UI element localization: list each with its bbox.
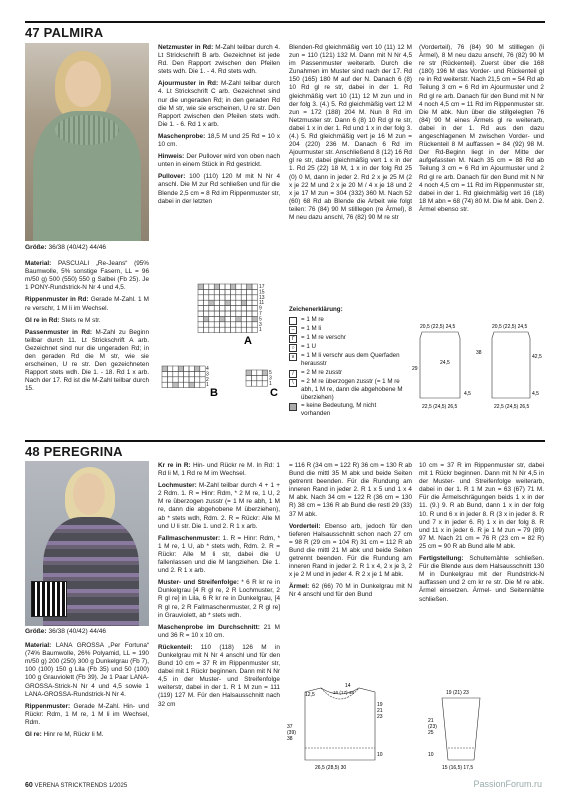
chart-cell <box>203 311 208 316</box>
chart-cell <box>220 311 225 316</box>
svg-text:(23): (23) <box>428 724 437 730</box>
svg-text:4,5: 4,5 <box>464 391 471 397</box>
chart-cell <box>214 316 219 321</box>
chart-row-number: 5 <box>259 316 262 323</box>
legend-title: Zeichenerklärung: <box>289 306 343 313</box>
chart-cell <box>198 300 203 305</box>
chart-cell <box>220 327 225 332</box>
chart-cell <box>262 381 267 386</box>
section-48-col2: Kr re in R: Hin- und Rückr re M. In Rd: 1 Rd li M, 1 Rd re M im Wechsel. Lochmuster: M-Zahl teilbar durch 4 + 1 + 2 Rdm. 1. R = Hinr: Rdm, * 2 M re, 1 U, 2 M re überzogen zusstr (= 1 M re abh, 1 M re, dann die abgehobene M überziehen), ab * stets wdh, Rdm. 2. R = Rückr: Alle M und U li str. Die 1. und 2. R 1 x arb. Fallmaschenmuster: 1. R = Hinr: Rdm, * 1 M re, 1 U, ab * stets wdh, Rdm. 2. R = Rückr: Alle M li str, dabei die U fallenlassen und die M langziehen. Die 1. und 2. R 1 x arb. Muster- und Streifenfolge: * 6 R kr re in Dunkelgrau [4 R gl re, 2 R Lochmuster, 2 R gl re] in Lila, 6 R kr re in Dunkelgrau, [4 R gl re, 2 R Fallmaschenmuster, 2 R gl re] in Grauviolett, ab * stets wdh. Maschenprobe im Durchschnitt: 21 M und 36 R = 10 x 10 cm. Rückenteil: 110 (118) 126 M in Dunkelgrau mit N Nr 4 anschl und für den Bund 10 cm = 37 R im Rippenmuster str, dabei mit 1 Rückr beginnen. Dann mit N Nr 4,5 in der Muster- und Streifenfolge weiterstr, dabei in der 1. R 1 M zun = 111 (119) 127 M. Für den Halsausschnitt nach 32 cm <box>158 462 281 708</box>
chart-cell <box>236 289 241 294</box>
model-photo-palmira <box>25 43 149 241</box>
chart-cell <box>252 295 257 300</box>
chart-cell <box>252 316 257 321</box>
legend-item: / = 2 M re zusstr <box>289 369 407 378</box>
chart-cell <box>189 377 194 382</box>
section-48-col3: = 116 R (34 cm = 122 R) 36 cm = 130 R ab Bund die mittl 35 M abk und beide Seiten getrennt beenden. Für die Rundung am inneren Rand in jeder 2. R 1 x 5 und 1 x 4 M abk. Nach 34 cm = 122 R (36 cm = 130 R) 38 cm = 136 R ab Bund die restl 29 (33) 37 M abk. Vorderteil: Ebenso arb, jedoch für den tieferen Halsausschnitt schon nach 27 cm = 98 R (29 cm = 104 R) 31 cm = 112 R ab Bund die mittl 21 M abk und beide Seiten getrennt beenden. Für die Rundung am inneren Rand in jeder 2. R 1 x 4, 2 x je 3, 2 x je 2 M und in jeder 4. R 2 x je 1 M abk. Ärmel: 62 (66) 70 M in Dunkelgrau mit N Nr 4 anschl und für den Bund <box>289 462 413 599</box>
chart-cell <box>214 295 219 300</box>
chart-cell <box>220 300 225 305</box>
chart-cell <box>162 377 167 382</box>
svg-text:20,5 (22,5) 24,5: 20,5 (22,5) 24,5 <box>420 324 456 330</box>
legend-item: \ = 2 M re überzogen zusstr (= 1 M re abh, 1 M re, dann die abgehobene M überziehen) <box>289 378 407 403</box>
footer: 60 VERENA STRICKTRENDS 1/2025 <box>25 782 128 789</box>
svg-text:19 (21) 23: 19 (21) 23 <box>446 690 469 696</box>
svg-text:42,5: 42,5 <box>532 354 542 360</box>
chart-cell <box>214 327 219 332</box>
chart-cell <box>252 284 257 289</box>
legend-item: ○ = 1 U <box>289 343 407 352</box>
chart-cell <box>220 306 225 311</box>
chart-cell <box>252 327 257 332</box>
chart-cell <box>257 375 262 380</box>
chart-cell <box>194 377 199 382</box>
chart-cell <box>251 381 256 386</box>
chart-cell <box>241 284 246 289</box>
chart-cell <box>200 382 205 387</box>
chart-cell <box>198 316 203 321</box>
chart-cell <box>220 289 225 294</box>
chart-cell <box>247 289 252 294</box>
chart-cell <box>209 295 214 300</box>
chart-c-label: C <box>270 387 278 399</box>
chart-cell <box>214 289 219 294</box>
chart-a-grid <box>198 284 257 333</box>
svg-text:(39): (39) <box>287 730 296 736</box>
chart-cell <box>178 366 183 371</box>
chart-cell <box>203 322 208 327</box>
chart-cell <box>241 316 246 321</box>
chart-cell <box>198 322 203 327</box>
chart-b-grid <box>162 366 205 388</box>
chart-cell <box>225 306 230 311</box>
chart-cell <box>241 289 246 294</box>
chart-cell <box>236 295 241 300</box>
chart-cell <box>209 289 214 294</box>
legend-item: = keine Bedeutung, M nicht vorhanden <box>289 402 407 418</box>
svg-text:10: 10 <box>428 752 434 758</box>
chart-cell <box>241 327 246 332</box>
chart-cell <box>214 306 219 311</box>
chart-cell <box>209 311 214 316</box>
chart-cell <box>246 375 251 380</box>
chart-cell <box>225 327 230 332</box>
svg-text:38: 38 <box>476 350 482 356</box>
chart-cell <box>200 366 205 371</box>
legend-item: – = 1 M li <box>289 325 407 334</box>
chart-cell <box>236 311 241 316</box>
chart-cell <box>236 300 241 305</box>
chart-cell <box>184 371 189 376</box>
legend-item: = 1 M re <box>289 316 407 325</box>
model-photo-peregrina <box>25 461 149 626</box>
chart-cell <box>178 371 183 376</box>
legend <box>289 306 407 419</box>
chart-cell <box>198 327 203 332</box>
chart-cell <box>230 311 235 316</box>
chart-cell <box>241 311 246 316</box>
chart-cell <box>220 284 225 289</box>
chart-cell <box>203 295 208 300</box>
chart-cell <box>198 295 203 300</box>
chart-cell <box>162 382 167 387</box>
chart-cell <box>241 295 246 300</box>
chart-cell <box>230 289 235 294</box>
chart-row-number: 7 <box>259 311 262 317</box>
svg-text:26,5 (28,5) 30: 26,5 (28,5) 30 <box>315 765 347 771</box>
section-47-col4: (Vorderteil), 76 (84) 90 M stilllegen (li Ärmel), 8 M neu dazu anschl, 76 (82) 90 M re str (Rückenteil). Zuerst über die 168 (180) 196 M das Vorder- und Rückenteil gl re in Rd weiterstr. Nach 21,5 cm = 54 Rd ab Teilung 3 cm = 6 Rd im Ajourmuster und 2 Rd gl re arb. Danach für den Bund mit N Nr 4 noch 4,5 cm = 11 Rd im Rippenmuster str. Die M abk. Nun über die stillgelegten 76 (84) 90 M eines Ärmels gl re weiterarb, dabei in der 1. Rd aus den dazu angeschlagenen M zwischen Vorder- und Rückenteil 8 M auffassen = 84 (92) 98 M. Der Rd-Beginn liegt in der Mitte der aufgefassten M. Nach 35 cm = 88 Rd ab Teilung 3 cm = 6 Rd im Ajourmuster und 2 Rd gl re arb. Danach für den Bund mit N Nr 4 noch 4,5 cm = 11 Rd im Rippenmuster str, dabei in der 1. Rd gleichmäßig vert 16 (18) 18 M abn = 68 (74) 80 M. Die M abk. Den 2. Ärmel ebenso str. <box>419 44 544 213</box>
chart-cell <box>214 300 219 305</box>
chart-cell <box>194 366 199 371</box>
schematic-48-sleeve <box>420 682 545 772</box>
chart-cell <box>236 284 241 289</box>
chart-cell <box>209 316 214 321</box>
chart-cell <box>189 366 194 371</box>
chart-cell <box>203 284 208 289</box>
chart-cell <box>200 371 205 376</box>
chart-cell <box>184 366 189 371</box>
chart-row-number: 3 <box>259 321 262 328</box>
chart-cell <box>230 306 235 311</box>
chart-cell <box>225 316 230 321</box>
chart-cell <box>247 327 252 332</box>
chart-cell <box>178 382 183 387</box>
svg-text:23: 23 <box>377 714 383 720</box>
chart-cell <box>214 311 219 316</box>
schematic-47 <box>412 318 547 418</box>
chart-cell <box>225 322 230 327</box>
svg-text:20,5 (22,5) 24,5: 20,5 (22,5) 24,5 <box>492 324 528 330</box>
chart-cell <box>189 382 194 387</box>
chart-cell <box>209 306 214 311</box>
chart-cell <box>167 366 172 371</box>
svg-text:29: 29 <box>412 366 418 372</box>
chart-cell <box>252 311 257 316</box>
chart-row-number: 1 <box>259 327 262 334</box>
chart-cell <box>247 322 252 327</box>
chart-row-number: 11 <box>259 300 265 307</box>
chart-cell <box>230 327 235 332</box>
chart-cell <box>198 311 203 316</box>
chart-cell <box>209 284 214 289</box>
svg-text:22,5 (24,5) 26,5: 22,5 (24,5) 26,5 <box>494 404 530 410</box>
chart-cell <box>203 306 208 311</box>
chart-cell <box>214 322 219 327</box>
chart-cell <box>225 300 230 305</box>
chart-cell <box>225 295 230 300</box>
chart-cell <box>167 371 172 376</box>
legend-item: ∨ = 1 M li verschr aus dem Querfaden herausstr <box>289 352 407 368</box>
section-48-col4: 10 cm = 37 R im Rippenmuster str, dabei mit 1 Rückr beginnen. Dann mit N Nr 4,5 in der Muster- und Streifenfolge weiterarb, dabei in der 1. R 1 M zun = 63 (67) 71 M. Für die Ärmelschrägungen beids 1 x in der 11. (9.) 9. R ab Bund, dann 1 x in der folg 10. R und 6 x in jeder 8. R (3 x in jeder 8. R und 7 x in jeder 6. R) 1 x in der folg 8. R und 11 x in jeder 6. R je 1 M zun = 79 (89) 97 M. Nach 21 cm = 76 R (23 cm = 82 R) 25 cm = 90 R ab Bund alle M abk. Fertigstellung: Schulternähte schließen. Für die Blende aus dem Halsausschnitt 130 M in Dunkelgrau mit der Rundstrick-N auffassen und 2 cm kr re str. Die M re abk. Ärmel einsetzen. Ärmel- und Seitennähte schließen. <box>419 462 545 603</box>
section-47-header: 47 PALMIRA <box>25 21 545 41</box>
chart-cell <box>173 366 178 371</box>
chart-row-number: 9 <box>259 305 262 312</box>
chart-cell <box>209 327 214 332</box>
chart-cell <box>252 322 257 327</box>
svg-text:4,5: 4,5 <box>532 391 539 397</box>
chart-cell <box>230 295 235 300</box>
chart-cell <box>241 306 246 311</box>
chart-cell <box>173 371 178 376</box>
chart-cell <box>203 289 208 294</box>
chart-cell <box>247 306 252 311</box>
chart-cell <box>198 284 203 289</box>
chart-cell <box>247 316 252 321</box>
chart-cell <box>252 289 257 294</box>
chart-cell <box>236 327 241 332</box>
chart-row-number: 1 <box>269 380 272 387</box>
svg-text:14: 14 <box>345 683 351 689</box>
chart-cell <box>167 382 172 387</box>
svg-text:10: 10 <box>377 752 383 758</box>
chart-cell <box>247 295 252 300</box>
section-47-col3: Blenden-Rd gleichmäßig vert 10 (11) 12 M zun = 110 (121) 132 M. Dann mit N Nr 4,5 im Passenmuster weiterarb. Durch die Zunahmen im Muster sind nach der 17. Rd 150 (165) 180 M auf der N. Danach 6 (8) 10 Rd gl re str, dabei in der 1. Rd gleichmäßig vert 10 (11) 12 M zun und in der folg 3. (4.) 5. Rd gleichmäßig vert 12 M zun = 172 (188) 204 M. Nun 8 Rd im Netzmuster str. Dann 6 (8) 10 Rd gl re str, dabei 1 x in der 1. Rd und 1 x in der folg 3. (4.) 5. Rd gleichmäßig vert je 16 M zun = 204 (220) 236 M. Danach 6 Rd im Ajourmuster str. Anschließend 8 (12) 16 Rd gl re str, dabei gleichmäßig vert 1 x in der 1. Rd 25 (22) 18 M, 1 x in der folg Rd 25 (0) 0 M, dann in jeder 2. Rd 2 x je 25 M (2 x je 22 M und 2 x je 20 M / 4 x je 18 und 2 x je 17 M zun = 304 (332) 360 M. Nach 52 (60) 68 Rd ab Blende die Arbeit wie folgt teilen: 76 (84) 90 M stilllegen (re Ärmel), 8 M neu dazu anschl, 76 (82) 90 M re str <box>289 44 412 221</box>
chart-cell <box>241 322 246 327</box>
chart-c-grid <box>246 370 268 386</box>
chart-cell <box>203 300 208 305</box>
schematic-48-body <box>285 682 415 772</box>
chart-cell <box>214 284 219 289</box>
watermark: PassionForum.ru <box>473 779 542 789</box>
chart-cell <box>220 295 225 300</box>
chart-cell <box>220 322 225 327</box>
chart-cell <box>225 284 230 289</box>
chart-cell <box>236 322 241 327</box>
chart-cell <box>189 371 194 376</box>
chart-cell <box>262 370 267 375</box>
chart-a-label: A <box>244 335 252 347</box>
legend-item: ᒥ = 1 M re verschr <box>289 334 407 343</box>
svg-text:19: 19 <box>377 702 383 708</box>
chart-cell <box>247 311 252 316</box>
chart-cell <box>167 377 172 382</box>
chart-row-number: 5 <box>269 370 272 376</box>
svg-text:12,5: 12,5 <box>305 692 315 698</box>
chart-row-number: 15 <box>259 289 265 296</box>
chart-cell <box>173 382 178 387</box>
chart-cell <box>251 370 256 375</box>
chart-row-number: 1 <box>206 382 209 389</box>
chart-cell <box>247 300 252 305</box>
chart-cell <box>252 300 257 305</box>
section-48-header: 48 PEREGRINA <box>25 440 545 460</box>
chart-cell <box>162 371 167 376</box>
svg-text:25: 25 <box>428 730 434 736</box>
chart-cell <box>203 316 208 321</box>
chart-cell <box>198 306 203 311</box>
chart-cell <box>200 377 205 382</box>
chart-cell <box>173 377 178 382</box>
section-48-col1: Größe: 36/38 (40/42) 44/46 Material: LANA GROSSA „Per Fortuna“ (74% Baumwolle, 26% Polyamid, LL = 190 m/50 g) 200 (250) 300 g Dunkelgrau (Fb 7), 100 (100) 150 g Lila (Fb 35) und 50 (100) 100 g Grauviolett (Fb 39). Je 1 Paar LANA-GROSSA-Strick-N Nr 4 und 4,5 sowie 1 LANA-GROSSA-Rundstrick-N Nr 4. Rippenmuster: Gerade M-Zahl. Hin- und Rückr: Rdm, 1 M re, 1 M li im Wechsel, Rdm. Gl re: Hinr re M, Rückr li M. <box>25 628 149 739</box>
chart-cell <box>225 289 230 294</box>
svg-text:21: 21 <box>428 718 434 724</box>
chart-cell <box>246 370 251 375</box>
chart-cell <box>194 371 199 376</box>
chart-row-number: 4 <box>206 366 209 372</box>
chart-cell <box>252 306 257 311</box>
chart-cell <box>220 316 225 321</box>
svg-text:24,5: 24,5 <box>440 360 450 366</box>
chart-cell <box>247 284 252 289</box>
chart-cell <box>209 300 214 305</box>
svg-text:16 (17) 18: 16 (17) 18 <box>333 690 354 695</box>
section-47-col1: Größe: 36/38 (40/42) 44/46 Material: PASCUALI „Re-Jeans“ (95% Baumwolle, 5% sonstige Fasern, LL = 96 m/50 g) 500 (550) 550 g Salbei (Fb 25). Je 1 PONY-Rundstrick-N Nr 4 und 4,5. Rippenmuster in Rd: Gerade M-Zahl. 1 M re verschr, 1 M li im Wechsel. Gl re in Rd: Stets re M str. Passenmuster in Rd: M-Zahl zu Beginn teilbar durch 11. Lt Strickschrift A arb. Gezeichnet sind nur die ungeraden Rd; in den geraden Rd die M str, wie sie erscheinen, U re str. Den gezeichneten Rapport stets wdh. Die 1. - 18. Rd 1 x arb. Nach der 17. Rd ist die M-Zahl teilbar durch 15. <box>25 244 150 393</box>
chart-row-number: 3 <box>206 371 209 378</box>
chart-cell <box>236 306 241 311</box>
chart-cell <box>198 289 203 294</box>
chart-cell <box>251 375 256 380</box>
svg-text:38: 38 <box>287 736 293 742</box>
chart-cell <box>230 300 235 305</box>
chart-cell <box>257 370 262 375</box>
chart-b-label: B <box>210 387 218 399</box>
chart-row-number: 13 <box>259 294 265 301</box>
svg-text:21: 21 <box>377 708 383 714</box>
chart-row-number: 2 <box>206 376 209 383</box>
chart-cell <box>246 381 251 386</box>
qr-code <box>31 581 67 617</box>
knitting-charts-47 <box>158 282 282 400</box>
chart-cell <box>203 327 208 332</box>
chart-cell <box>230 322 235 327</box>
svg-text:37: 37 <box>287 724 293 730</box>
chart-cell <box>262 375 267 380</box>
svg-text:15 (16,5) 17,5: 15 (16,5) 17,5 <box>442 765 474 771</box>
chart-cell <box>194 382 199 387</box>
chart-cell <box>178 377 183 382</box>
chart-cell <box>162 366 167 371</box>
chart-cell <box>230 284 235 289</box>
chart-cell <box>209 322 214 327</box>
section-47-col2: Netzmuster in Rd: M-Zahl teilbar durch 4. Lt Strickschrift B arb. Gezeichnet ist jede Rd. Den Rapport zwischen den Pfeilen stets wdh. Die 1. - 4. Rd stets wdh. Ajourmuster in Rd: M-Zahl teilbar durch 4. Lt Strickschrift C arb. Gezeichnet sind nur die ungeraden Rd; in den geraden Rd die M str, wie sie erscheinen, U re str. Den Rapport zwischen den Pfeilen stets wdh. Die 1. - 6. Rd 1 x arb. Maschenprobe: 18,5 M und 25 Rd = 10 x 10 cm. Hinweis: Der Pullover wird von oben nach unten in einem Stück in Rd gestrickt. Pullover: 100 (110) 120 M mit N Nr 4 anschl. Die M zur Rd schließen und für die Blende 2,5 cm = 8 Rd im Rippenmuster str, dabei in der letzten <box>158 44 281 205</box>
svg-text:22,5 (24,5) 26,5: 22,5 (24,5) 26,5 <box>422 404 458 410</box>
chart-cell <box>184 377 189 382</box>
chart-cell <box>236 316 241 321</box>
chart-cell <box>230 316 235 321</box>
chart-cell <box>184 382 189 387</box>
chart-cell <box>241 300 246 305</box>
chart-cell <box>225 311 230 316</box>
chart-row-number: 3 <box>269 375 272 382</box>
chart-row-number: 17 <box>259 284 265 290</box>
chart-cell <box>257 381 262 386</box>
